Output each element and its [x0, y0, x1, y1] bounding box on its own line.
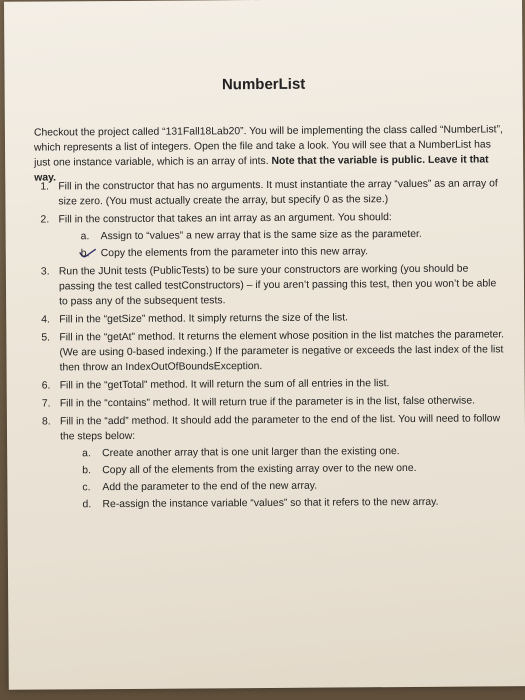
step-number: 6. — [41, 380, 51, 392]
step-item — [34, 209, 504, 261]
step-item — [35, 327, 505, 375]
step-number: 1. — [40, 181, 50, 193]
steps-list — [34, 176, 506, 515]
step-number: 8. — [41, 416, 51, 428]
substep-text: Create another array that is one unit larger than the existing one. — [102, 446, 400, 460]
substep-letter: d. — [82, 499, 92, 511]
step-number: 4. — [41, 314, 50, 326]
intro-text: Checkout the project called “131Fall18Lab20”. You will be implementing the class called “NumberList”, which represents a list of integers. Open the file and take a look. You will see that a NumberList has just one instance variable, which is an array of ints. — [33, 124, 503, 169]
substep-item — [60, 460, 506, 478]
page-title: NumberList — [221, 75, 306, 94]
substep-text: Copy the elements from the parameter into this new array. — [100, 246, 369, 260]
step-text: Run the JUnit tests (PublicTests) to be sure your constructors are working (you should be passing the test called testConstructors) – if you aren’t passing this test, then you won’t be able to pass any of the subsequent tests. — [58, 263, 497, 308]
step-number: 5. — [41, 332, 51, 344]
step-number: 3. — [40, 266, 50, 278]
step-item — [36, 375, 506, 393]
step-text: Fill in the “getSize” method. It simply returns the size of the list. — [59, 312, 349, 326]
substep-item — [59, 226, 505, 244]
substep-text: Add the parameter to the end of the new array. — [102, 480, 318, 494]
step-number: 7. — [41, 398, 51, 410]
substep-letter: a. — [82, 448, 91, 460]
substep-item — [59, 243, 505, 261]
step-text: Fill in the “add” method. It should add the parameter to the end of the list. You will need to follow the steps below: — [59, 413, 501, 443]
show-through-marks — [174, 37, 179, 55]
substep-letter: a. — [80, 231, 90, 243]
step-text: Fill in the “getTotal” method. It will return the sum of all entries in the list. — [59, 378, 390, 392]
substep-letter: b. — [80, 248, 90, 260]
substep-text: Re-assign the instance variable “values” so that it refers to the new array. — [102, 496, 439, 511]
step-item — [35, 261, 505, 309]
paper-sheet — [4, 0, 525, 690]
substep-item — [60, 494, 506, 512]
substep-item — [60, 443, 506, 461]
substep-text: Assign to “values” a new array that is the same size as the parameter. — [100, 228, 422, 243]
substep-letter: c. — [82, 482, 91, 494]
step-text: Fill in the constructor that takes an int array as an argument. You should: — [58, 212, 392, 226]
step-item — [36, 393, 506, 411]
step-number: 2. — [40, 214, 50, 226]
step-text: Fill in the constructor that has no arguments. It must instantiate the array “values” as an array of size zero. (You must actually create the array, but specify 0 as the size.) — [58, 178, 498, 208]
intro-bold-note: Note that the variable is public. Leave it that way. — [34, 154, 489, 184]
step-item — [36, 411, 507, 512]
substep-item — [60, 477, 506, 495]
step-item — [35, 309, 505, 327]
step-text: Fill in the “getAt” method. It returns the element whose position in the list matches the parameter. (We are using 0-based indexing.) If the parameter is negative or exceeds the last index of the list then throw an IndexOutOfBoundsException. — [59, 329, 505, 374]
substep-letter: b. — [82, 465, 91, 477]
substep-text: Copy all of the elements from the existing array over to the new one. — [102, 462, 417, 477]
step-text: Fill in the “contains” method. It will return true if the parameter is in the list, false otherwise. — [59, 395, 476, 410]
step-item — [34, 176, 504, 209]
